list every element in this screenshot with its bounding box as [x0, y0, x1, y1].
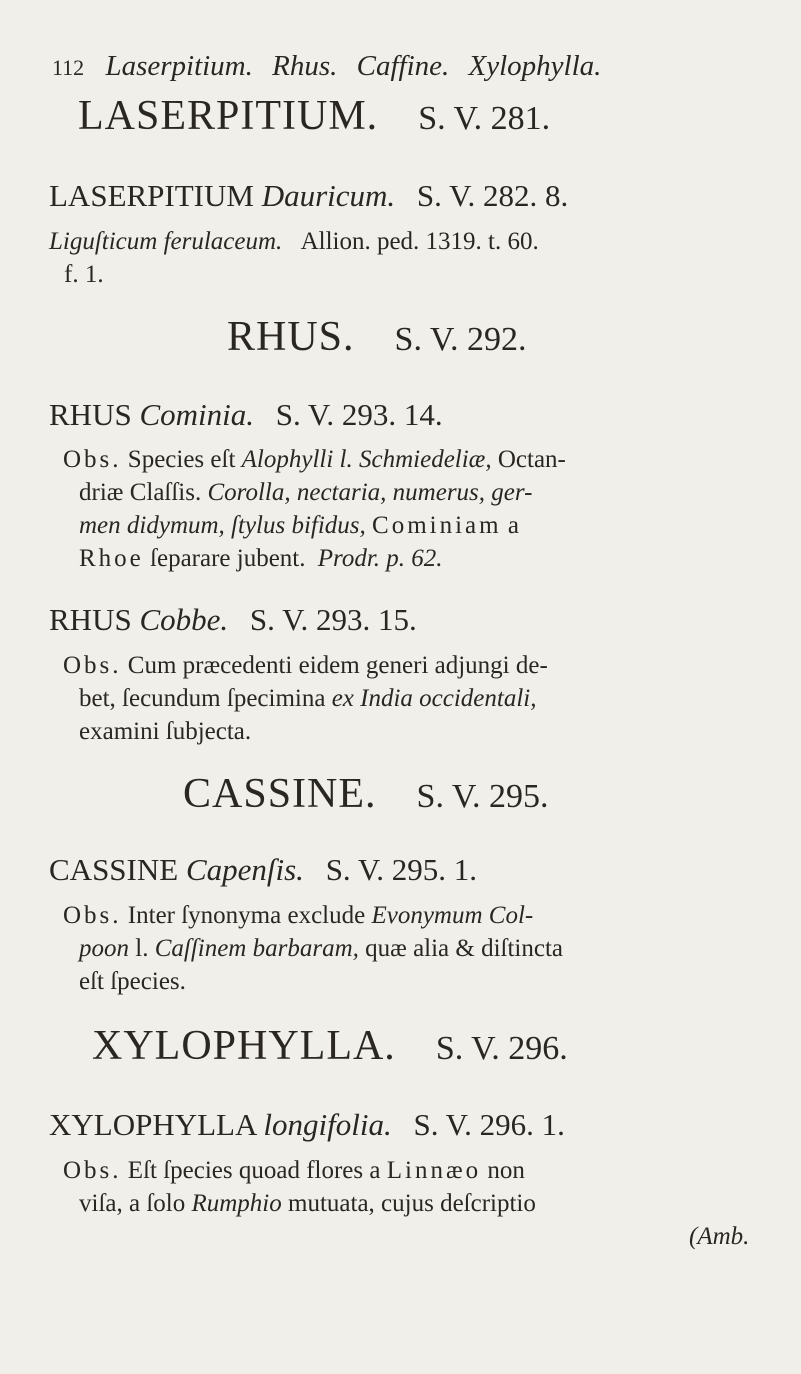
genus-ref: S. V. 292. [394, 321, 527, 358]
obs-rhus-cominia-l3: men didymum, ſtylus bifidus, Cominiam a [79, 512, 519, 539]
page-number: 112 [52, 55, 85, 80]
obs-cassine-l1: Obs. Inter ſynonyma exclude Evonymum Col- [63, 902, 534, 929]
entry-rhus-cobbe: RHUS Cobbe. S. V. 293. 15. [49, 602, 417, 637]
genus-ref: S. V. 281. [418, 100, 551, 137]
running-header [52, 50, 613, 83]
genus-ref: S. V. 296. [435, 1030, 568, 1067]
genus-heading-laserpitium: LASERPITIUM. S. V. 281. [78, 93, 551, 139]
entry-laserpitium-dauricum: LASERPITIUM Dauricum. S. V. 282. 8. [49, 178, 569, 213]
obs-cassine-l3: eſt ſpecies. [79, 968, 186, 995]
obs-rhus-cobbe-l2: bet, ſecundum ſpecimina ex India occidentali, [79, 685, 537, 712]
obs-rhus-cominia-l1: Obs. Species eſt Alophylli l. Schmiedeliæ, Octan- [63, 446, 566, 473]
genus-heading-cassine: CASSINE. S. V. 295. [183, 771, 549, 817]
obs-rhus-cominia-l2: driæ Claſſis. Corolla, nectaria, numerus, ger- [79, 479, 533, 506]
synonym-line: Liguſticum ferulaceum. Allion. ped. 1319. t. 60. [49, 228, 539, 255]
running-title-3: Caffine. [356, 50, 450, 82]
obs-rhus-cominia-l4: Rhoe ſeparare jubent. Prodr. p. 62. [79, 545, 443, 572]
catchword: (Amb. [689, 1223, 750, 1250]
obs-cassine-l2: poon l. Caſſinem barbaram, quæ alia & diſtincta [79, 935, 564, 962]
genus-heading-xylophylla: XYLOPHYLLA. S. V. 296. [92, 1023, 568, 1069]
genus-ref: S. V. 295. [416, 778, 549, 815]
obs-xylophylla-l2: viſa, a ſolo Rumphio mutuata, cujus deſcriptio [79, 1190, 536, 1217]
genus-heading-rhus: RHUS. S. V. 292. [227, 314, 527, 360]
synonym-line-2: f. 1. [64, 261, 104, 288]
running-title-4: Xylophylla. [468, 50, 602, 82]
entry-rhus-cominia: RHUS Cominia. S. V. 293. 14. [49, 397, 443, 432]
entry-xylophylla-longifolia: XYLOPHYLLA longifolia. S. V. 296. 1. [49, 1107, 565, 1142]
obs-rhus-cobbe-l3: examini ſubjecta. [79, 718, 252, 745]
entry-cassine-capensis: CASSINE Capenſis. S. V. 295. 1. [49, 852, 478, 887]
obs-xylophylla-l1: Obs. Eſt ſpecies quoad flores a Linnæo non [63, 1157, 525, 1184]
obs-rhus-cobbe-l1: Obs. Cum præcedenti eidem generi adjungi de- [63, 652, 548, 679]
running-title-1: Laserpitium. [105, 50, 253, 82]
running-title-2: Rhus. [272, 50, 338, 82]
